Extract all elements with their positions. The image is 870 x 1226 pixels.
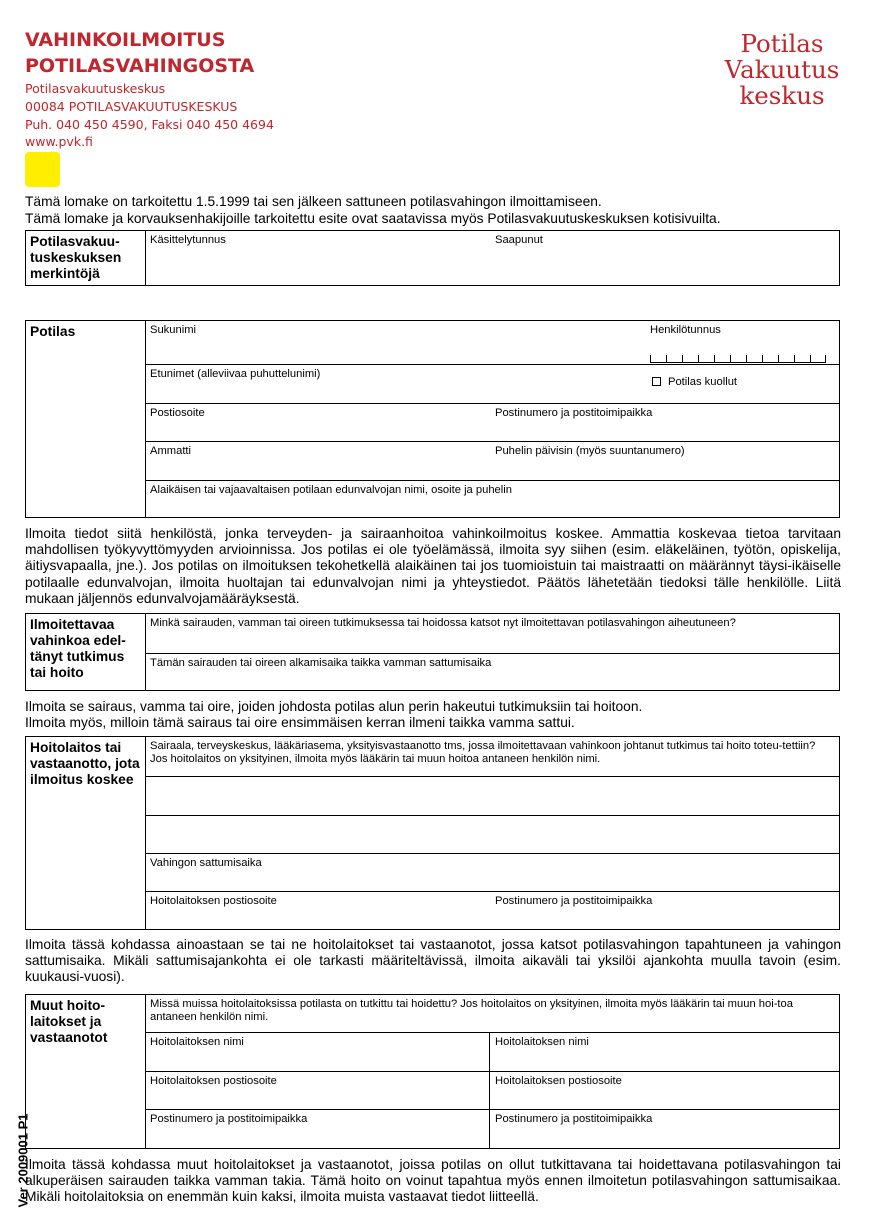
facility-name-field[interactable] <box>146 737 839 777</box>
other-name-a-caption: Hoitolaitoksen nimi <box>150 1036 244 1048</box>
first-names-field[interactable] <box>146 365 839 404</box>
other-postcode-b-caption: Postinumero ja postitoimipaikka <box>495 1113 653 1125</box>
ssn-input-ticks[interactable] <box>650 354 826 363</box>
prior-treatment-label: Ilmoitettavaa vahinkoa edel-tänyt tutkimus tai hoito <box>26 614 146 690</box>
facility-name-line3[interactable] <box>146 816 839 854</box>
damage-date-field[interactable] <box>146 854 839 892</box>
other-facilities-section <box>25 994 840 1149</box>
first-names-caption: Etunimet (alleviivaa puhuttelunimi) <box>150 368 321 380</box>
deceased-checkbox[interactable] <box>652 377 661 386</box>
facility-address-row[interactable] <box>146 892 839 929</box>
patient-instructions: Ilmoita tiedot siitä henkilöstä, jonka terveyden- ja sairaanhoitoa vahinkoilmoitus koskee. Ammattia koskevaa tietoa tarvitaan mahdollisen työkyvyttömyyden arvioinnissa. Jos potilas ei ole työelämässä, ilmoita syy siihen (esim. eläkeläinen, työtön, opiskelija, äitiysvapaalla, jne.). Jos potilas on ilmoituksen tekohetkellä alaikäinen tai jos tuomioistuin tai maistraatti on määrännyt täysi-ikäiselle potilaalle edunvalvojan, ilmoita huoltajan tai edunvalvojan nimi ja yhteystiedot. Päätös lähetetään tiedoksi tälle henkilölle. Liitä mukaan jäljennös edunvalvojamääräyksestä. <box>25 526 841 606</box>
facility-postcode-caption: Postinumero ja postitoimipaikka <box>495 895 653 907</box>
other-address-a-caption: Hoitolaitoksen postiosoite <box>150 1075 277 1087</box>
guardian-caption: Alaikäisen tai vajaavaltaisen potilaan edunvalvojan nimi, osoite ja puhelin <box>150 484 512 496</box>
office-marks-section <box>25 230 840 286</box>
other-facilities-caption: Missä muissa hoitolaitoksissa potilasta on tutkittu tai hoidettu? Jos hoitolaitos on yksityinen, ilmoita myös lääkärin tai muun hoi-toa antaneen henkilön nimi. <box>150 998 793 1023</box>
surname-caption: Sukunimi <box>150 324 197 336</box>
intro-line1: Tämä lomake on tarkoitettu 1.5.1999 tai sen jälkeen sattuneen potilasvahingon ilmoittamiseen. <box>25 194 602 209</box>
patient-section <box>25 320 840 518</box>
yellow-marker <box>25 152 60 187</box>
prior-onset-field[interactable] <box>146 654 839 690</box>
other-name-row[interactable] <box>146 1033 839 1072</box>
phone-caption: Puhelin päivisin (myös suuntanumero) <box>495 445 685 457</box>
other-facilities-question <box>146 995 839 1033</box>
ssn-caption: Henkilötunnus <box>650 324 721 336</box>
address-caption: Postiosoite <box>150 407 205 419</box>
other-address-b-caption: Hoitolaitoksen postiosoite <box>495 1075 622 1087</box>
prior-onset-caption: Tämän sairauden tai oireen alkamisaika taikka vamman sattumisaika <box>150 657 492 669</box>
intro-line2: Tämä lomake ja korvauksenhakijoille tarkoitettu esite ovat saatavissa myös Potilasvakuutuskeskuksen kotisivuilta. <box>25 211 721 226</box>
office-marks-row[interactable] <box>146 231 839 285</box>
damage-date-caption: Vahingon sattumisaika <box>150 857 262 869</box>
prior-instructions-line2: Ilmoita myös, milloin tämä sairaus tai oire ensimmäisen kerran ilmeni taikka vamma sattui. <box>25 715 575 730</box>
other-postcode-a-caption: Postinumero ja postitoimipaikka <box>150 1113 308 1125</box>
facility-section <box>25 736 840 930</box>
office-marks-label: Potilasvakuu-tuskeskuksen merkintöjä <box>26 231 146 285</box>
postcode-caption: Postinumero ja postitoimipaikka <box>495 407 653 419</box>
other-postcode-row[interactable] <box>146 1110 839 1148</box>
other-address-row[interactable] <box>146 1072 839 1110</box>
form-title-line2: POTILASVAHINGOSTA <box>25 55 255 77</box>
other-facilities-label: Muut hoito-laitokset ja vastaanotot <box>26 995 146 1148</box>
version-label: Ver 2009001 P1 <box>15 1113 31 1208</box>
facility-label: Hoitolaitos tai vastaanotto, jota ilmoitus koskee <box>26 737 146 929</box>
prior-treatment-section <box>25 613 840 691</box>
facility-instructions: Ilmoita tässä kohdassa ainoastaan se tai ne hoitolaitokset tai vastaanotot, jossa katsot potilasvahingon tapahtuneen ja vahingon sattumisaika. Mikäli sattumisajankohta ei ole tarkasti määriteltävissä, ilmoita aikaväli tai yksilöi ajankohta muulla tavoin (esim. kuukausi-vuosi). <box>25 937 841 985</box>
address-row[interactable] <box>146 404 839 442</box>
form-title-line1: VAHINKOILMOITUS <box>25 29 226 51</box>
prior-illness-caption: Minkä sairauden, vamman tai oireen tutkimuksessa tai hoidossa katsot nyt ilmoitettavan potilasvahingon aiheutuneen? <box>150 617 736 629</box>
other-facilities-instructions: Ilmoita tässä kohdassa muut hoitolaitokset ja vastaanotot, joissa potilas on ollut tutkittavana tai hoidettavana potilasvahingon tai alkuperäisen sairauden taikka vamman takia. Tämä hoito on voinut tapahtua myös ennen ilmoitetun potilasvahingon sattumisaikaa. Mikäli hoitolaitoksia on enemmän kuin kaksi, ilmoita muista vastaavat tiedot liitteellä. <box>25 1157 841 1205</box>
facility-name-caption: Sairaala, terveyskeskus, lääkäriasema, yksityisvastaanotto tms, jossa ilmoitettavaan vahinkoon johtanut tutkimus tai hoito toteu-tettiin? Jos hoitolaitos on yksityinen, ilmoita myös lääkärin tai muun hoitoa antaneen henkilön nimi. <box>150 740 816 765</box>
other-name-b-caption: Hoitolaitoksen nimi <box>495 1036 589 1048</box>
org-postal: 00084 POTILASVAKUUTUSKESKUS <box>25 99 238 114</box>
logo-line1: Potilas <box>740 29 824 58</box>
prior-instructions-line1: Ilmoita se sairaus, vamma tai oire, joiden johdosta potilas alun perin hakeutui tutkimuksiin tai hoitoon. <box>25 699 643 714</box>
deceased-caption: Potilas kuollut <box>668 376 738 388</box>
logo-line2: Vakuutus <box>724 55 840 84</box>
patient-label: Potilas <box>26 321 146 517</box>
occupation-caption: Ammatti <box>150 445 192 457</box>
guardian-field[interactable] <box>146 481 839 517</box>
facility-name-line2[interactable] <box>146 777 839 816</box>
org-name: Potilasvakuutuskeskus <box>25 81 166 96</box>
facility-address-caption: Hoitolaitoksen postiosoite <box>150 895 277 907</box>
handling-id-caption: Käsittelytunnus <box>150 234 226 246</box>
occupation-row[interactable] <box>146 442 839 481</box>
received-caption: Saapunut <box>495 234 543 246</box>
org-web-link[interactable]: www.pvk.fi <box>25 134 93 149</box>
org-phone: Puh. 040 450 4590, Faksi 040 450 4694 <box>25 117 274 132</box>
logo-line3: keskus <box>739 81 825 110</box>
prior-illness-field[interactable] <box>146 614 839 654</box>
